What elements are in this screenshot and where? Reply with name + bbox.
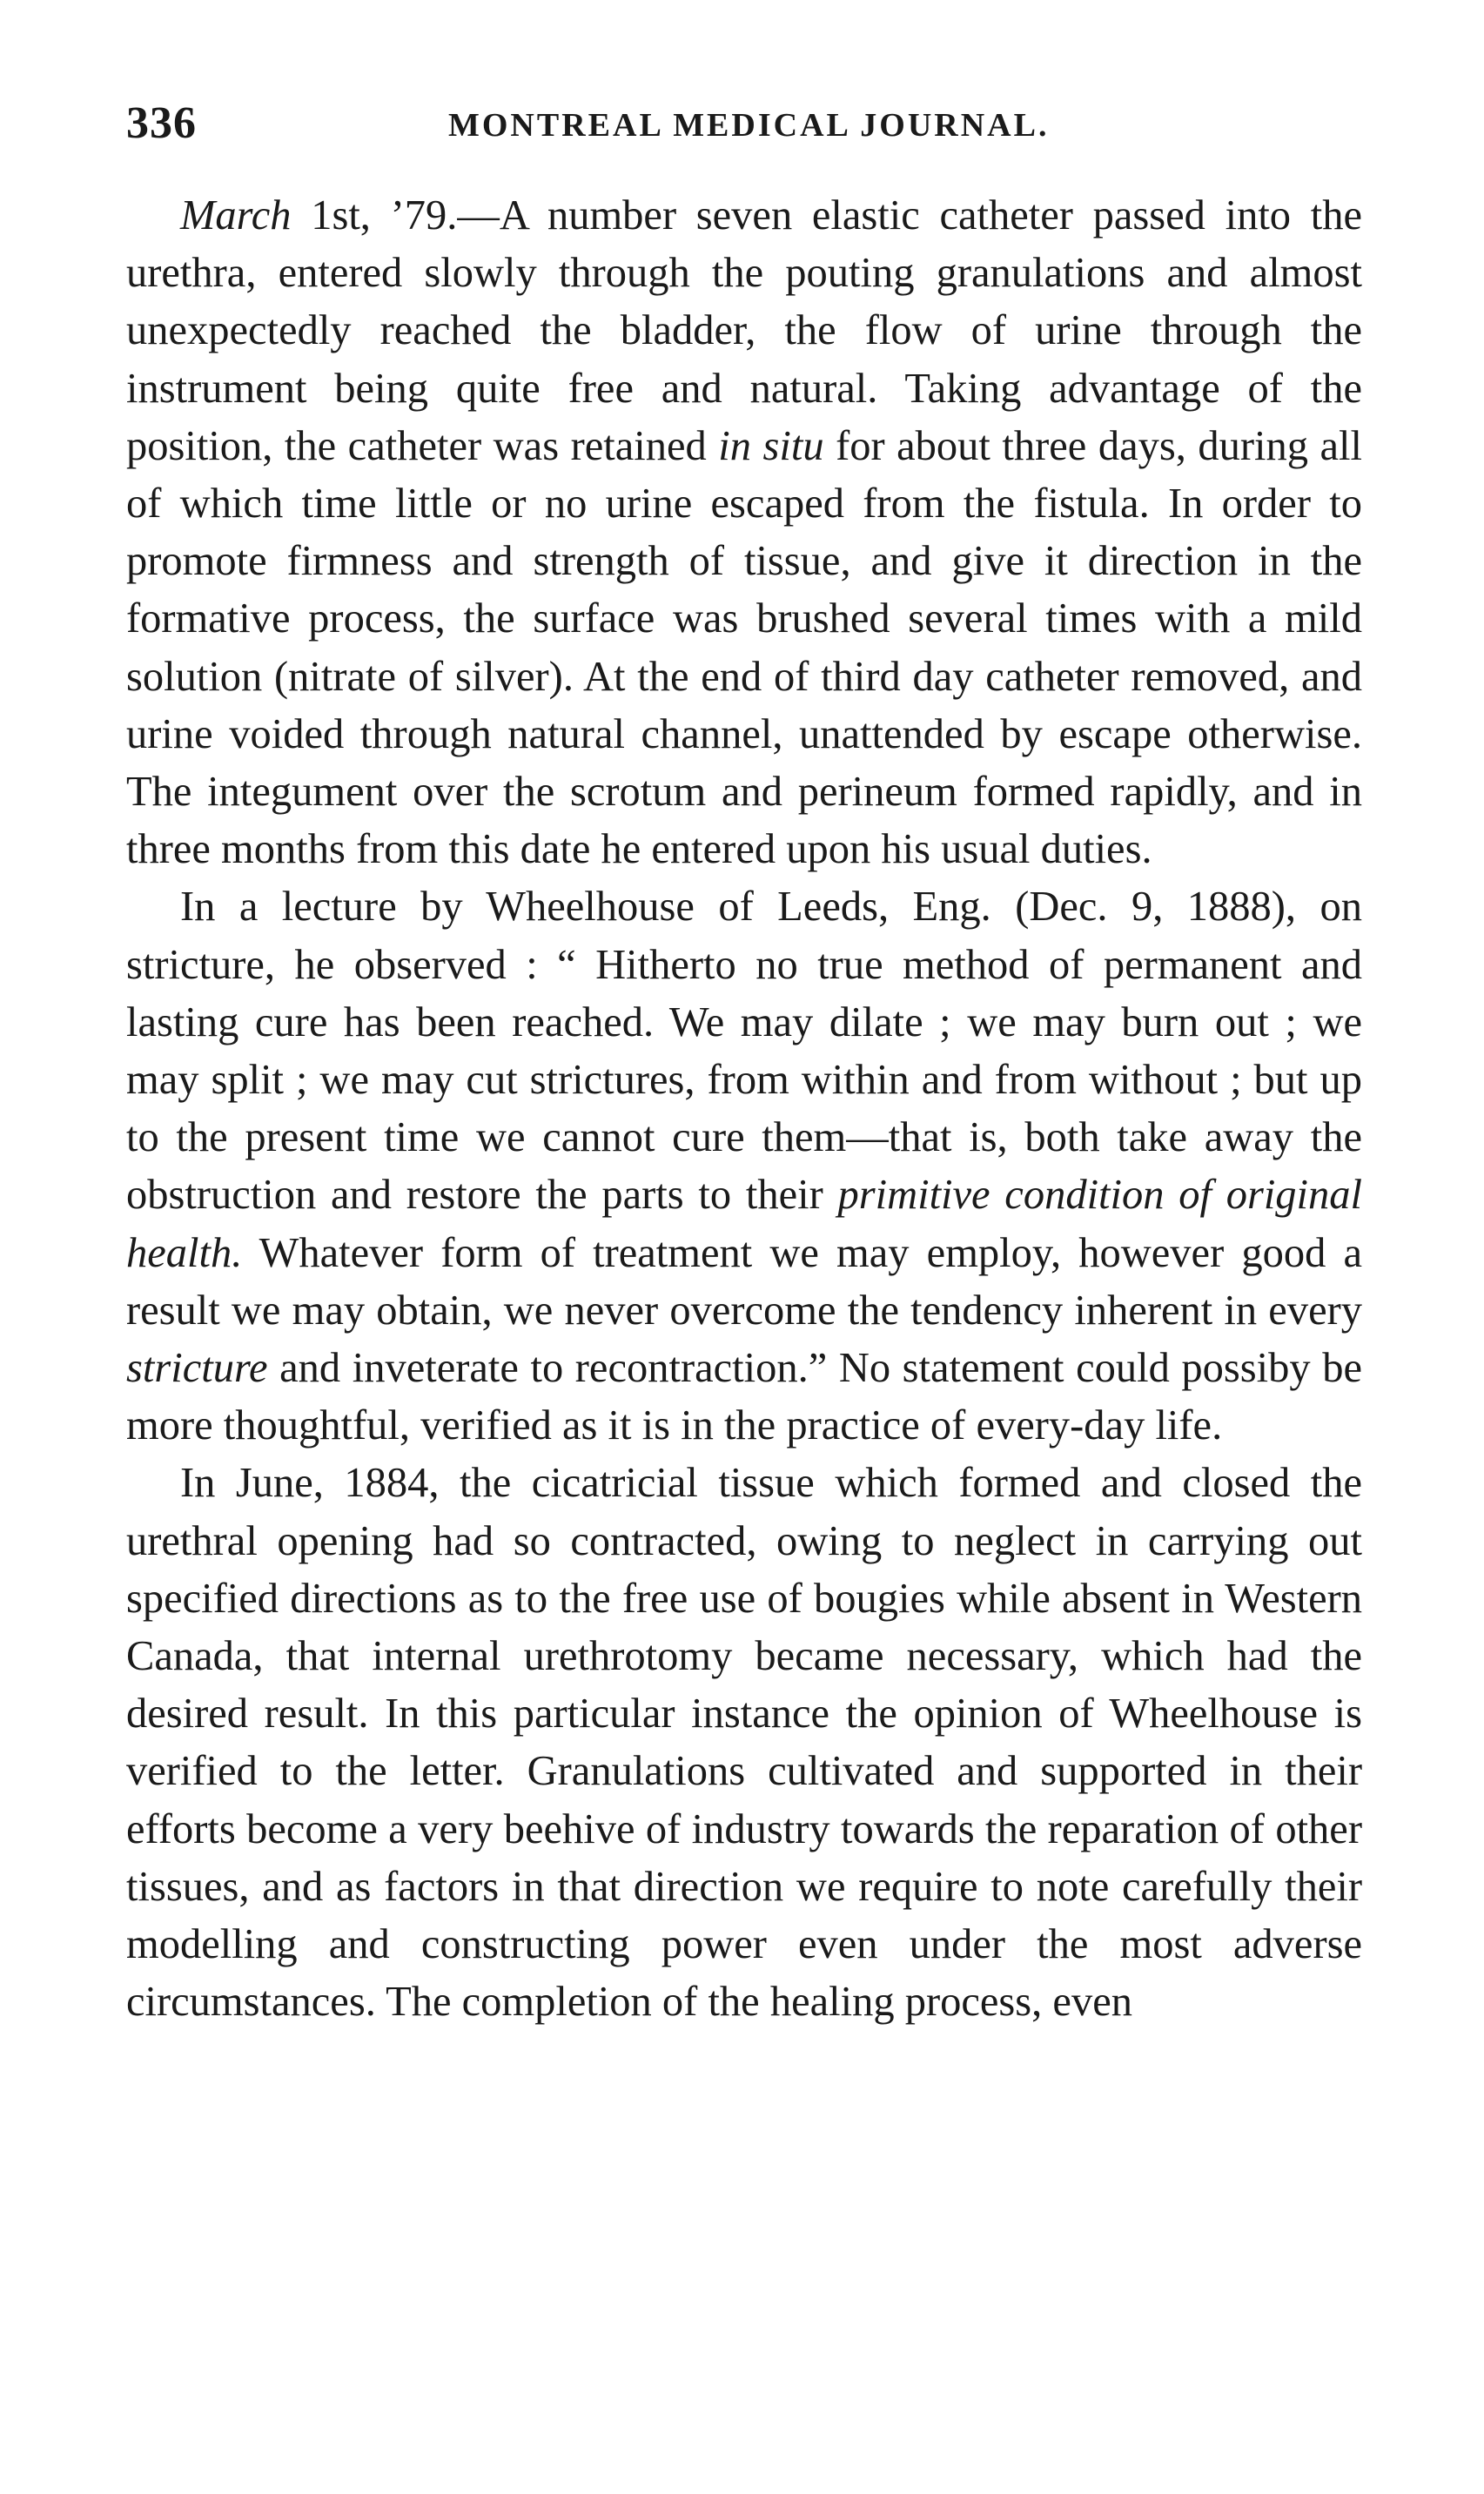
- paragraph-1: [126, 187, 1362, 878]
- paragraph-2-text-c: and inveterate to recontraction.” No statement could possiby be more thoughtful, verified as it is in the practice of every-day life.: [126, 1345, 1362, 1449]
- paragraph-2-text-a: In a lecture by Wheelhouse of Leeds, Eng. (Dec. 9, 1888), on stricture, he observed : “ Hitherto no true method of permanent and lasting cure has been reached. We may dilate ; we may burn out ; we may split ; we may cut strictures, from within and from without ; but up to the present time we cannot cure them—that is, both take away the obstruction and restore the parts to their: [126, 884, 1362, 1219]
- paragraph-3: [126, 1455, 1362, 2031]
- paragraph-1-date: 1st, ’79.: [291, 192, 458, 239]
- page-number: 336: [126, 98, 197, 148]
- paragraph-1-text-a: —A number seven elastic catheter passed into the urethra, entered slowly through the pouting granulations and almost unexpectedly reached the bladder, the flow of urine through the instrument being quite free and natural. Taking advantage of the position, the catheter was retained: [126, 192, 1362, 469]
- journal-title: MONTREAL MEDICAL JOURNAL.: [448, 107, 1050, 144]
- running-head: [126, 97, 1371, 158]
- paragraph-2-italic-phrase: primitive condition of original health.: [126, 1172, 1362, 1276]
- paragraph-1-italic-term: in situ: [718, 422, 824, 469]
- article-body: [126, 187, 1362, 2032]
- paragraph-2: [126, 878, 1362, 1455]
- paragraph-1-date-month: March: [180, 192, 292, 239]
- paragraph-2-italic-term: stricture: [126, 1345, 268, 1392]
- paragraph-3-text: In June, 1884, the cicatricial tissue which formed and closed the urethral opening had so contracted, owing to neglect in carrying out specified directions as to the free use of bougies while absent in Western Canada, that internal urethrotomy became necessary, which had the desired result. In this particular instance the opinion of Wheelhouse is verified to the letter. Granulations cultivated and supported in their efforts become a very beehive of industry towards the reparation of other tissues, and as factors in that direction we require to note carefully their modelling and constructing power even under the most adverse circumstances. The completion of the healing process, even: [126, 1460, 1362, 2026]
- paragraph-1-text-b: for about three days, during all of which time little or no urine escaped from the fistula. In order to promote firmness and strength of tissue, and give it direction in the formative process, the surface was brushed several times with a mild solution (nitrate of silver). At the end of third day catheter removed, and urine voided through natural channel, unattended by escape otherwise. The integument over the scrotum and perineum formed rapidly, and in three months from this date he entered upon his usual duties.: [126, 422, 1362, 873]
- paragraph-2-text-b: Whatever form of treatment we may employ, however good a result we may obtain, we never overcome the tendency inherent in every: [126, 1229, 1362, 1334]
